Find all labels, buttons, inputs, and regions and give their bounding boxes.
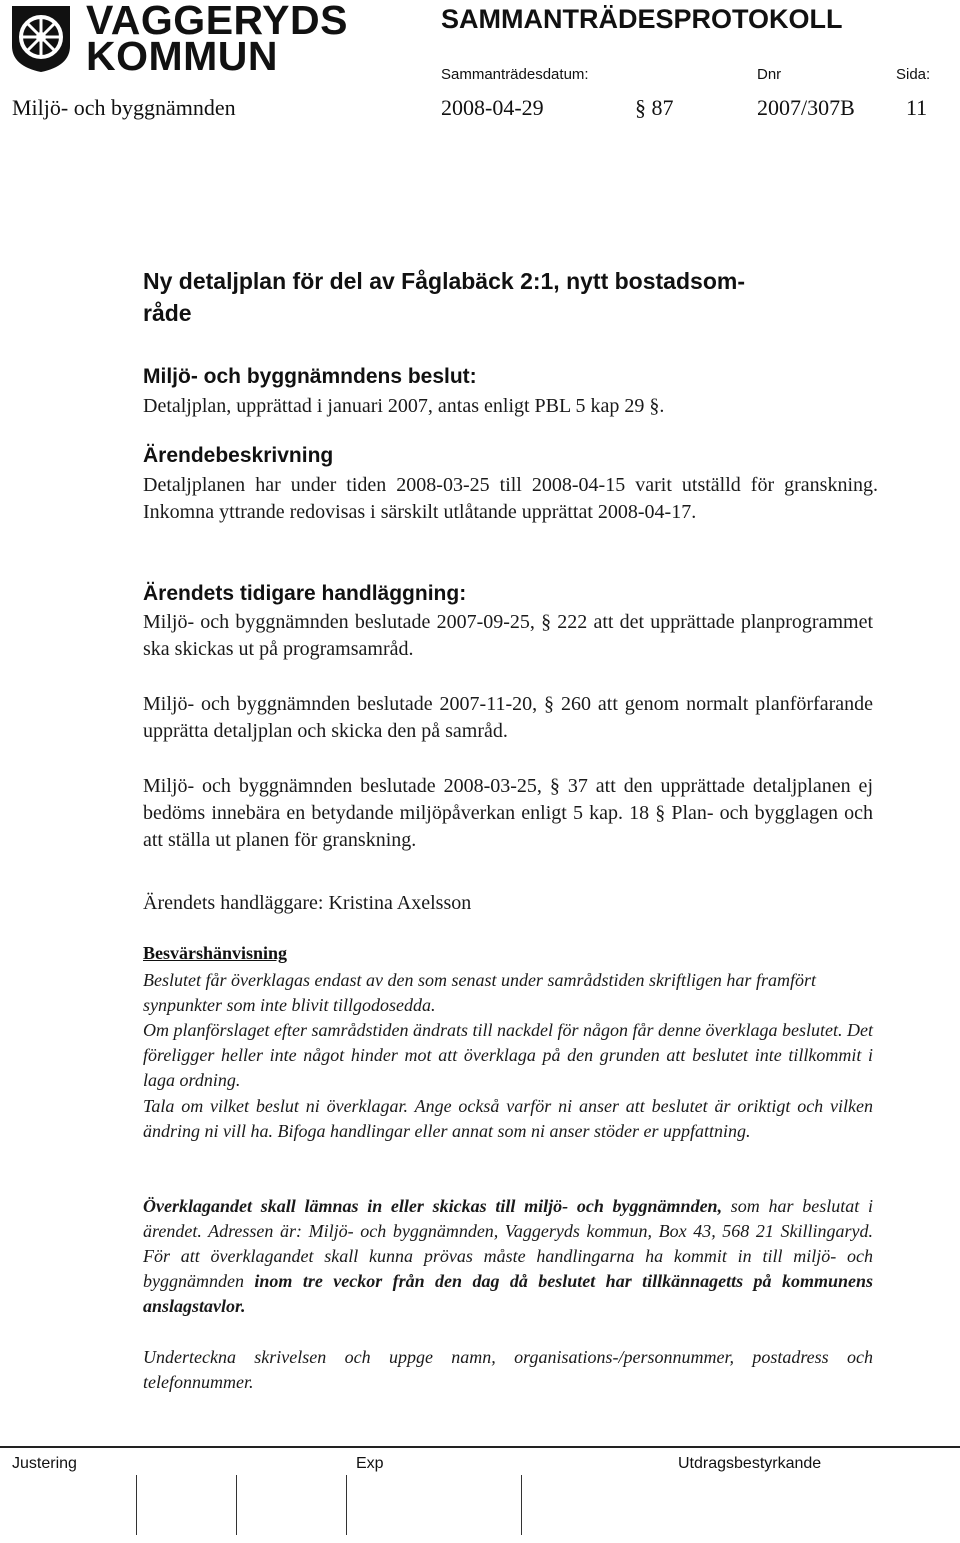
page-title-line1: Ny detaljplan för del av Fåglabäck 2:1, nytt bostadsom-: [143, 268, 745, 294]
appeal-heading: Besvärshänvisning: [143, 943, 288, 963]
appeal-paragraph-5: Underteckna skrivelsen och uppge namn, organisations-/personnummer, postadress och telefonnummer.: [143, 1347, 873, 1392]
meeting-date-label: Sammanträdesdatum:: [441, 66, 589, 83]
appeal-paragraph-1: Beslutet får överklagas endast av den som senast under samrådstiden skriftligen har framfört synpunkter som inte blivit tillgodosedda.: [143, 970, 816, 1015]
history-paragraph-2: Miljö- och byggnämnden beslutade 2007-11-20, § 260 att genom normalt planförfarande upprätta detaljplan och skicka den på samråd.: [143, 693, 873, 742]
history-paragraph-1: Miljö- och byggnämnden beslutade 2007-09-25, § 222 att det upprättade planprogrammet ska skickas ut på programsamråd.: [143, 611, 873, 660]
decision-heading: Miljö- och byggnämndens beslut:: [143, 365, 477, 388]
case-number-label: Dnr: [757, 66, 782, 83]
municipality-crest: [10, 4, 72, 74]
case-number: 2007/307B: [757, 95, 855, 120]
footer-exp-label: Exp: [356, 1455, 384, 1472]
history-paragraph-3: Miljö- och byggnämnden beslutade 2008-03-25, § 37 att den upprättade detaljplanen ej bedöms innebära en betydande miljöpåverkan enligt 5 kap. 18 § Plan- och bygglagen och att ställa ut planen för granskning.: [143, 775, 873, 851]
meeting-date: 2008-04-29: [441, 95, 544, 120]
paragraph-number: § 87: [635, 95, 674, 120]
signature-line: [521, 1475, 522, 1535]
page-number: 11: [906, 95, 928, 120]
appeal-paragraph-2: Om planförslaget efter samrådstiden ändrats till nackdel för någon får denne överklaga beslutet. Det föreligger heller inte något hinder mot att överklaga på den grunden att beslutet inte tillkommit i laga ordning.: [143, 1020, 873, 1090]
footer-justering-label: Justering: [12, 1455, 77, 1472]
page-label: Sida:: [896, 66, 931, 83]
history-heading: Ärendets tidigare handläggning:: [143, 582, 467, 605]
logo-wordmark-line2: KOMMUN: [86, 33, 279, 79]
description-text: Detaljplanen har under tiden 2008-03-25 till 2008-04-15 varit utställd för granskning. Inkomna yttrande redovisas i särskilt utlåtande upprättat 2008-04-17.: [143, 474, 878, 523]
decision-text: Detaljplan, upprättad i januari 2007, antas enligt PBL 5 kap 29 §.: [143, 395, 665, 417]
signature-line: [236, 1475, 237, 1535]
case-handler: Ärendets handläggare: Kristina Axelsson: [143, 892, 472, 914]
appeal-paragraph-3: Tala om vilket beslut ni överklagar. Ange också varför ni anser att beslutet är oriktigt och vilken ändring ni vill ha. Bifoga handlingar eller annat som ni anser stöder er uppfattning.: [143, 1096, 873, 1141]
page-title-line2: råde: [143, 300, 192, 326]
appeal-submit-instruction: Överklagandet skall lämnas in eller skickas till miljö- och byggnämnden,: [143, 1196, 723, 1216]
appeal-paragraph-4: [143, 1194, 873, 1319]
footer-divider: [0, 1446, 960, 1448]
board-name: Miljö- och byggnämnden: [12, 95, 236, 120]
signature-line: [346, 1475, 347, 1535]
logo-wordmark-line1: VAGGERYDS: [86, 0, 348, 43]
appeal-address-text: som har beslutat i ärendet. Adressen är: Miljö- och byggnämnden, Vaggeryds kommun, Box 43, 568 21 Skillingaryd. För att överklagandet skall kunna prövas måste handlingarna ha kommit in till miljö- och byggnämnden: [143, 1196, 873, 1291]
footer-utdrag-label: Utdragsbestyrkande: [678, 1455, 822, 1472]
description-heading: Ärendebeskrivning: [143, 444, 334, 467]
signature-line: [136, 1475, 137, 1535]
document-type: SAMMANTRÄDESPROTOKOLL: [441, 4, 843, 34]
appeal-deadline: inom tre veckor från den dag då beslutet har tillkännagetts på kommunens anslagstavlor.: [143, 1271, 873, 1316]
